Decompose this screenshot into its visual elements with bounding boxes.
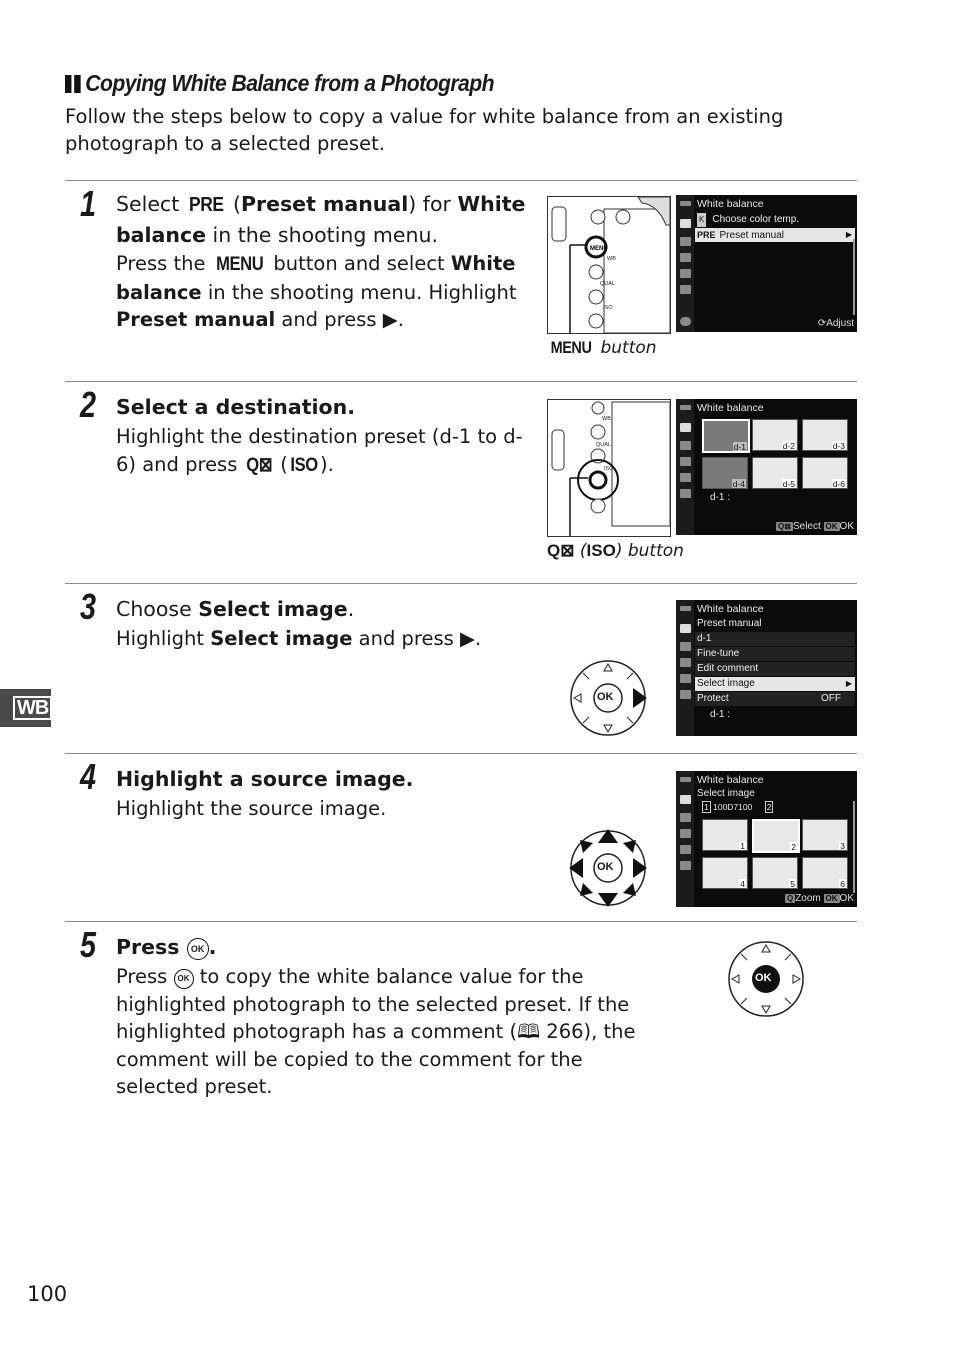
source-thumb[interactable] [802,819,848,851]
ok-label: OK [597,861,614,873]
source-thumb[interactable] [802,857,848,889]
source-thumb-selected[interactable] [752,819,800,853]
thumb-number: 6 [840,879,845,889]
screen-footer [785,893,854,904]
preset-thumb[interactable] [752,419,798,451]
thumb-number: 3 [840,841,845,851]
text: to copy the white balance value for the highlighted photograph to the selected preset. If the highlighted photograph has a comment ( [116,965,630,1043]
step-divider [65,180,857,181]
menu-row-selected[interactable] [695,677,855,691]
preset-thumb-selected[interactable] [702,419,750,453]
wb-label: WB [602,416,611,422]
step-divider [65,381,857,382]
ok-key-icon: OK [825,522,838,531]
text: . [347,597,355,621]
slot-icon: 1 [704,802,709,812]
thumb-number: 4 [740,879,745,889]
wrench-icon [680,829,691,838]
wb-label: WB [607,256,616,262]
iso-glyph: ISO [586,541,616,560]
wrench-icon [680,253,691,262]
slot-icon: 2 [766,802,772,812]
step-number: 4 [80,756,97,797]
thumb-label: d-1 [733,442,746,452]
thumb-label: d-4 [732,479,745,489]
menu-row-selected[interactable] [695,228,855,242]
qual-label: QUAL [596,442,611,448]
text: White balance [116,252,516,304]
screen-title: White balance [697,402,764,414]
text: ( [226,192,241,216]
step-heading [116,189,536,250]
step-body [116,250,526,334]
screen-title: White balance [697,603,764,615]
text: Highlight [116,627,211,650]
text: ). [320,452,334,476]
retouch-icon [680,845,691,854]
text: Press [116,935,187,959]
thumb-number: 1 [740,841,745,851]
playback-icon [680,606,691,611]
ok-label: OK [597,691,614,703]
zoom-out-glyph: Q⊠ [245,453,272,476]
step-number: 2 [80,384,97,425]
footer-label: Zoom [795,893,821,904]
camera-buttons-icon [548,197,670,333]
thumb-label: d-2 [782,441,795,451]
wrench-icon [680,457,691,466]
text: Press [116,965,174,988]
multi-selector-ok [727,940,805,1018]
iso-glyph: ISO [290,453,318,476]
text: Select [116,192,186,216]
ok-label: OK [755,972,772,984]
my-menu-icon [680,690,691,699]
retouch-icon [680,473,691,482]
menu-row[interactable] [695,692,855,706]
scrollbar[interactable] [853,801,855,893]
row-label: Protect [697,693,729,704]
page-number: 100 [27,1282,68,1306]
thumb-label: d-6 [832,479,845,489]
menu-row[interactable]: Fine-tune [695,647,855,661]
menu-sidebar [676,195,694,332]
folder-label: 100D7100 [713,802,753,812]
text: Preset manual [240,192,409,216]
pencil-icon [680,642,691,651]
my-menu-icon [680,285,691,294]
zoom-out-glyph: Q⊠ [547,541,575,560]
step-number: 1 [80,183,97,224]
text: Preset manual [116,308,276,331]
camera-icon [680,624,691,633]
menu-sidebar [676,600,694,736]
menu-sidebar [676,771,694,907]
adjust-icon: ⟳ [817,318,827,329]
thumb-number: 2 [791,842,796,852]
my-menu-icon [680,861,691,870]
select-image-screen [676,771,857,907]
chapter-tab [0,689,51,727]
book-ref-icon: 🕮 [517,1020,541,1043]
menu-row: Preset manual [697,618,762,629]
wrench-icon [680,658,691,667]
iso-label: ISO [604,466,614,472]
wb-menu-screen [676,195,857,332]
menu-row[interactable]: Edit comment [695,662,855,676]
multi-selector-all [569,829,647,907]
section-title [65,70,494,97]
camera-back-illustration [547,196,671,334]
source-thumb[interactable] [702,857,748,889]
text: Highlight the destination preset (d-1 to d-6) and press [116,425,523,476]
source-thumb[interactable] [702,819,748,851]
preset-select-screen [676,399,857,535]
text: Select image [210,627,353,650]
footer-label: Adjust [826,318,854,329]
section-title-text: Copying White Balance from a Photograph [85,70,494,96]
preset-thumb[interactable] [802,457,848,489]
menu-glyph: MENU [215,253,263,275]
text: Select a destination. [116,395,355,419]
text: and press ▶. [275,308,404,331]
step-body [116,423,536,479]
menu-button-caption [547,338,657,358]
wb-tab-label: WB [13,696,52,720]
footer-label: OK [839,521,854,532]
step-body [116,625,481,653]
thumb-label: d-5 [782,479,795,489]
step-heading [116,932,216,962]
preset-manual-screen [676,600,857,736]
multi-selector-right [569,659,647,737]
step-number: 3 [80,586,97,627]
preset-thumb[interactable] [752,457,798,489]
iso-button-caption [547,541,684,561]
qual-label: QUAL [600,281,615,287]
retouch-icon [680,674,691,683]
text: ) for [408,192,458,216]
camera-icon [680,423,691,432]
menu-sidebar [676,399,694,535]
iso-label: ISO [603,305,613,311]
ok-button-icon: OK [187,938,209,960]
playback-icon [680,405,691,410]
screen-footer [776,521,854,532]
pencil-icon [680,237,691,246]
scrollbar[interactable] [853,239,855,315]
footer-label: Select [792,521,821,532]
folder-name [702,802,773,812]
screen-title: White balance [697,774,764,786]
step-body [116,963,661,1101]
step-divider [65,583,857,584]
menu-row[interactable] [695,213,855,227]
my-menu-icon [680,489,691,498]
text: in the shooting menu. [206,223,439,247]
step-heading [116,392,355,422]
footer-label: OK [839,893,854,904]
arrow-right-icon: ▶ [845,230,852,239]
help-icon [680,317,691,326]
arrow-right-icon: ▶ [845,679,852,688]
ok-key-icon: OK [825,894,838,903]
step-divider [65,753,857,754]
playback-icon [680,777,691,782]
camera-icon [680,219,691,228]
source-thumb[interactable] [752,857,798,889]
zoom-key-icon: Q⊠ [778,522,791,531]
thumb-label: d-3 [832,441,845,451]
protect-value: OFF [821,693,841,704]
row-label: Choose color temp. [712,214,800,225]
text: Select image [198,597,348,621]
text: Press the [116,252,212,275]
text: White balance [116,192,526,247]
menu-row: d-1 [695,632,855,646]
text: ( [574,541,587,561]
pencil-icon [680,813,691,822]
playback-icon [680,201,691,206]
step-divider [65,921,857,922]
pre-glyph: PRE [188,193,224,216]
screen-subtitle: Select image [697,788,755,799]
camera-icon [680,795,691,804]
text: ) button [615,541,684,561]
thumb-number: 5 [790,879,795,889]
intro-paragraph: Follow the steps below to copy a value for white balance from an existing photograph to a selected preset. [65,105,784,155]
text: ), the comment will be copied to the comment for the selected preset. [116,1020,636,1098]
text: ( [274,452,288,476]
ok-button-icon: OK [174,969,194,989]
text: and press ▶. [352,627,482,650]
step-body: Highlight the source image. [116,797,387,820]
svg-text:MENU: MENU [590,246,608,252]
page-ref: 266 [546,1020,584,1043]
row-label: Select image [697,678,755,689]
text: button [595,338,657,358]
pre-icon: PRE [697,230,716,240]
section-marker-icon [65,75,82,93]
current-preset: d-1 : [710,492,731,503]
preset-thumb[interactable] [702,457,748,489]
current-preset: d-1 : [710,709,731,720]
text: . [208,935,217,959]
menu-glyph: MENU [550,338,592,357]
k-icon: K [697,213,706,227]
step-heading [116,764,413,794]
retouch-icon [680,269,691,278]
text: button and select [267,252,451,275]
text: in the shooting menu. Highlight [201,280,517,304]
camera-back-illustration [547,399,671,537]
preset-thumb[interactable] [802,419,848,451]
step-number: 5 [80,924,97,965]
screen-footer [818,318,854,329]
screen-title: White balance [697,198,764,210]
pencil-icon [680,441,691,450]
step-heading [116,594,354,624]
text: Highlight a source image. [116,767,414,791]
text: Choose [116,597,199,621]
row-label: Preset manual [719,230,784,241]
zoom-key-icon: Q [786,894,794,903]
